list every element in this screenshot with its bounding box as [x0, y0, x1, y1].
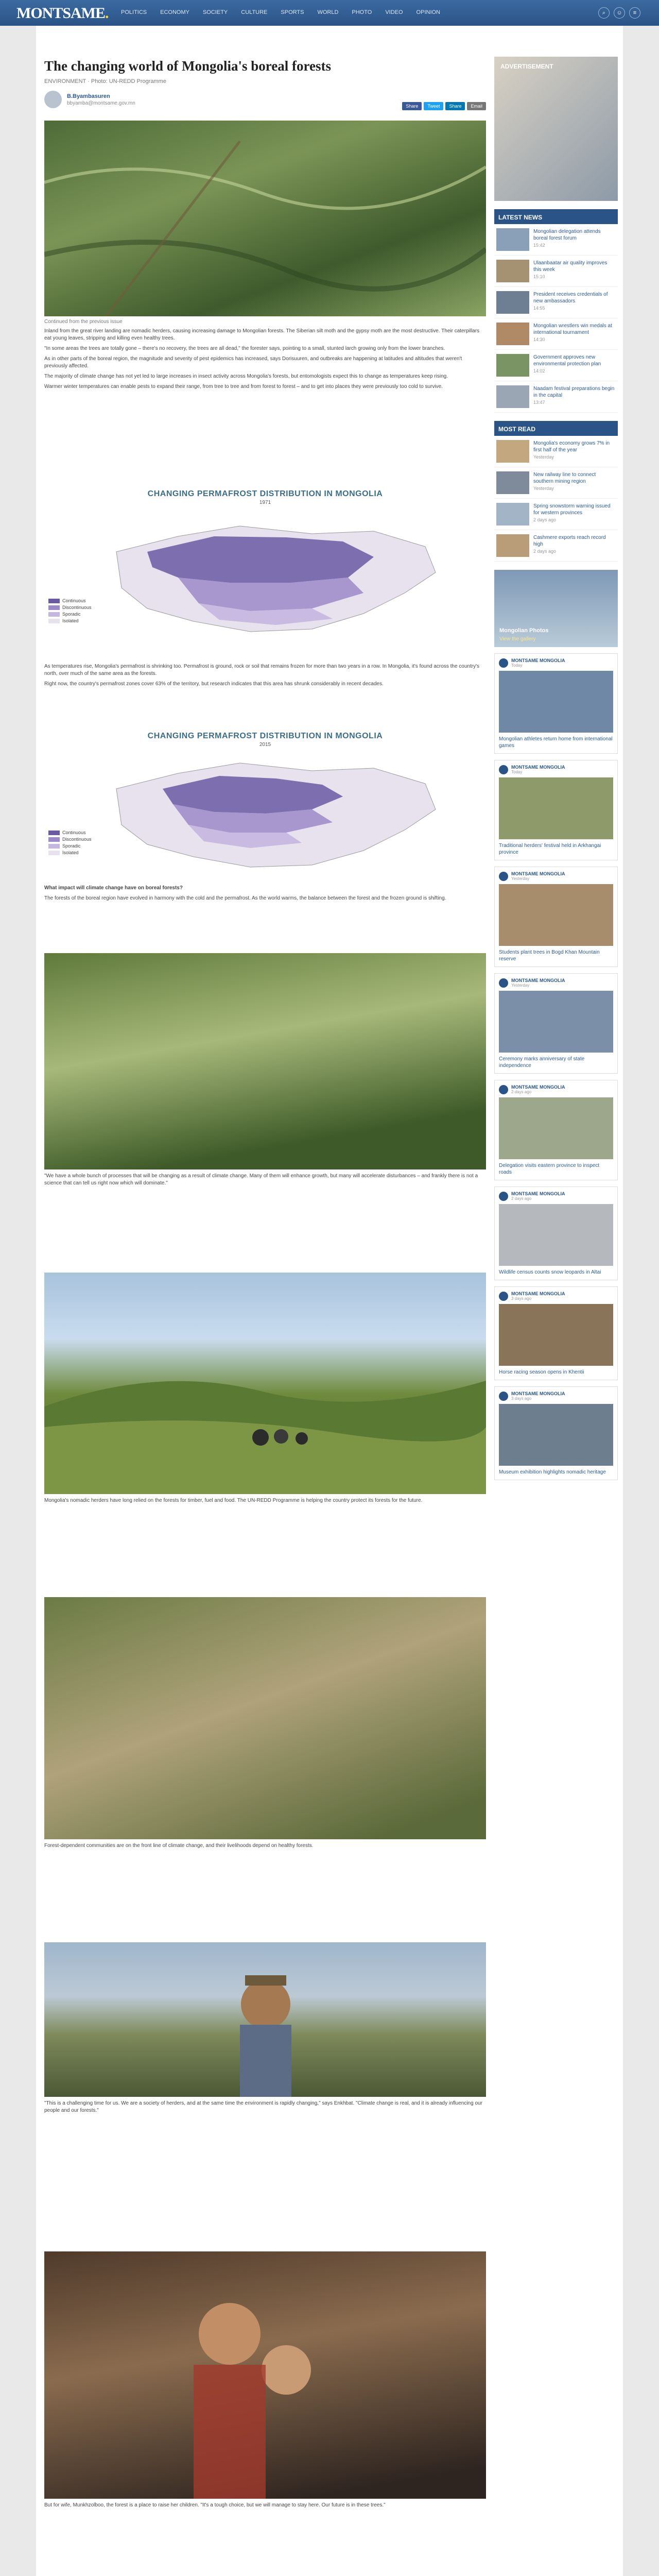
photo-block-4: [44, 1942, 486, 2114]
article-main: [44, 26, 486, 391]
map-legend: [48, 598, 92, 625]
site-logo[interactable]: MONTSAME.: [16, 5, 109, 22]
latest-news-box: LATEST NEWS Mongolian delegation attends boreal forest forum 15:42 Ulaanbaatar air quality improves this week 15:10 President receives credentials of new ambassadors 14:55 Mongolian wrestlers win medals at international tournament 14:30 Government approves new environmental protection plan 14:02 Naadam festival preparations begin in the capital 13:47: [494, 209, 618, 413]
news-card[interactable]: MONTSAME MONGOLIA 2 days ago Wildlife census counts snow leopards in Altai: [494, 1187, 618, 1280]
map-year: 1971: [259, 500, 271, 505]
avatar: [44, 91, 62, 108]
most-read-box: MOST READ Mongolia's economy grows 7% in first half of the year Yesterday New railway line to connect southern mining region Yesterday Spring snowstorm warning issued for western provinces 2 days ago Cashmere exports reach record high 2 days ago: [494, 421, 618, 562]
news-card[interactable]: MONTSAME MONGOLIA Today Traditional herders' festival held in Arkhangai province: [494, 760, 618, 860]
paragraph: Warmer winter temperatures can enable pests to expand their range, from tree to tree and from forest to forest – and to get into places they were previously too cold to survive.: [44, 384, 443, 389]
paragraph: Forest-dependent communities are on the front line of climate change, and their livelihoods depend on healthy forests.: [44, 1843, 314, 1849]
photo-block-1: [44, 953, 486, 1187]
photo-gallery-promo[interactable]: Mongolian Photos View the gallery: [494, 570, 618, 647]
mother-child-image: [44, 2251, 486, 2499]
nav-item[interactable]: WORLD: [317, 9, 339, 15]
nav-item[interactable]: CULTURE: [241, 9, 268, 15]
most-read-item[interactable]: Mongolia's economy grows 7% in first half of the year Yesterday: [494, 436, 618, 467]
linkedin-share-button[interactable]: Share: [445, 102, 465, 110]
photo-block-3: [44, 1597, 486, 1850]
hero-forest-image: [44, 121, 486, 316]
map-legend: [48, 830, 92, 857]
most-read-item[interactable]: New railway line to connect southern mining region Yesterday: [494, 467, 618, 499]
page-container: [36, 26, 623, 2576]
news-card[interactable]: MONTSAME MONGOLIA 2 days ago Delegation visits eastern province to inspect roads: [494, 1080, 618, 1180]
paragraph: But for wife, Munkhzolboo, the forest is a place to raise her children. "It's a tough choice, but we will manage to stay here. Our future is in these trees.": [44, 2502, 386, 2508]
herder-portrait-image: [44, 1942, 486, 2097]
paragraph: "This is a challenging time for us. We are a society of herders, and at the same time the environment is rapidly changing," says Enkhbat. "Climate change is real, and it is already influencing our people and our forests.": [44, 2100, 482, 2113]
news-card[interactable]: MONTSAME MONGOLIA 3 days ago Museum exhibition highlights nomadic heritage: [494, 1386, 618, 1480]
section-question: What impact will climate change have on boreal forests?: [44, 885, 183, 891]
nav-item[interactable]: VIDEO: [385, 9, 403, 15]
map-heading: CHANGING PERMAFROST DISTRIBUTION IN MONGOLIA: [147, 732, 383, 740]
advertisement[interactable]: ADVERTISEMENT: [494, 57, 618, 201]
article-title: The changing world of Mongolia's boreal forests: [44, 58, 332, 74]
legend-item: Discontinuous: [48, 605, 92, 610]
photo-block-5: [44, 2251, 486, 2509]
latest-news-item[interactable]: Mongolian wrestlers win medals at international tournament 14:30: [494, 318, 618, 350]
nav-item[interactable]: PHOTO: [352, 9, 372, 15]
latest-news-item[interactable]: Ulaanbaatar air quality improves this week 15:10: [494, 256, 618, 287]
photo-block-2: [44, 1273, 486, 1504]
news-card[interactable]: MONTSAME MONGOLIA Today Mongolian athletes return home from international games: [494, 653, 618, 754]
forest-tree-image: [44, 953, 486, 1170]
map-heading: CHANGING PERMAFROST DISTRIBUTION IN MONGOLIA: [147, 489, 383, 498]
most-read-item[interactable]: Cashmere exports reach record high 2 days ago: [494, 530, 618, 562]
search-icon[interactable]: ⌕: [598, 7, 610, 19]
paragraph: As in other parts of the boreal region, the magnitude and severity of pest epidemics has increased, says Dorisuuren, and outbreaks are happening at latitudes and altitudes that weren't previously affected.: [44, 356, 462, 369]
legend-item: Isolated: [48, 618, 92, 623]
latest-news-item[interactable]: Government approves new environmental protection plan 14:02: [494, 350, 618, 381]
nav-item[interactable]: SPORTS: [281, 9, 304, 15]
permafrost-map-1971: [44, 489, 486, 688]
news-card[interactable]: MONTSAME MONGOLIA Yesterday Ceremony marks anniversary of state independence: [494, 973, 618, 1074]
mongolia-map: [44, 505, 486, 660]
nav-item[interactable]: SOCIETY: [202, 9, 228, 15]
latest-news-item[interactable]: Naadam festival preparations begin in the capital 13:47: [494, 381, 618, 413]
paragraph: "We have a whole bunch of processes that will be changing as a result of climate change. Many of them will enhance growth, but many will accelerate disturbances – and frankly there is not a science that can tell us right now which will dominate.": [44, 1173, 478, 1186]
menu-icon[interactable]: ≡: [629, 7, 640, 19]
mongolia-map: [44, 748, 486, 882]
author-email: bbyamba@montsame.gov.mn: [67, 100, 135, 106]
twitter-share-button[interactable]: Tweet: [424, 102, 443, 110]
article-byline: ENVIRONMENT · Photo: UN-REDD Programme: [44, 78, 166, 84]
paragraph: The forests of the boreal region have evolved in harmony with the cold and the permafrost. As the world warms, the balance between the forest and the frozen ground is shifting.: [44, 895, 446, 901]
paragraph: Mongolia's nomadic herders have long relied on the forests for timber, fuel and food. The UN-REDD Programme is helping the country protect its forests for the future.: [44, 1498, 423, 1503]
news-card[interactable]: MONTSAME MONGOLIA Yesterday Students plant trees in Bogd Khan Mountain reserve: [494, 867, 618, 967]
legend-item: Sporadic: [48, 612, 92, 617]
main-nav: [121, 9, 440, 15]
latest-news-item[interactable]: Mongolian delegation attends boreal forest forum 15:42: [494, 224, 618, 256]
legend-item: Isolated: [48, 850, 92, 855]
paragraph: The majority of climate change has not yet led to large increases in insect activity across Mongolia's forests, but entomologists expect this to change as temperatures keep rising.: [44, 374, 448, 379]
most-read-item[interactable]: Spring snowstorm warning issued for western provinces 2 days ago: [494, 499, 618, 530]
legend-item: Discontinuous: [48, 837, 92, 842]
news-card[interactable]: MONTSAME MONGOLIA 3 days ago Horse racing season opens in Khentii: [494, 1286, 618, 1380]
header-tools: [598, 7, 640, 19]
nav-item[interactable]: ECONOMY: [160, 9, 189, 15]
legend-item: Continuous: [48, 598, 92, 603]
paragraph: Right now, the country's permafrost zones cover 63% of the territory, but research indicates that this area has shrunk considerably in recent decades.: [44, 681, 384, 687]
paragraph: "In some areas the trees are totally gone – there's no recovery, the trees are all dead," the forester says, pointing to a small, stunted larch growing only from the lower branches.: [44, 346, 445, 351]
user-icon[interactable]: ☺: [614, 7, 625, 19]
permafrost-map-2015: [44, 732, 486, 902]
site-header: [0, 0, 659, 26]
share-bar: [402, 102, 486, 110]
herders-landscape-image: [44, 1273, 486, 1494]
nav-item[interactable]: POLITICS: [121, 9, 147, 15]
paragraph: Inland from the great river landing are nomadic herders, causing increasing damage to Mongolian forests. The Siberian silt moth and the gypsy moth are the most destructive. Their caterpillars eat young leaves, stripping and killing even healthy trees.: [44, 328, 480, 341]
legend-item: Continuous: [48, 830, 92, 835]
author-name[interactable]: B.Byambasuren: [67, 93, 110, 99]
facebook-share-button[interactable]: Share: [402, 102, 422, 110]
email-share-button[interactable]: Email: [467, 102, 486, 110]
nav-item[interactable]: OPINION: [416, 9, 440, 15]
legend-item: Sporadic: [48, 843, 92, 849]
forest-clearing-image: [44, 1597, 486, 1839]
image-caption: Continued from the previous issue: [44, 319, 123, 325]
latest-news-item[interactable]: President receives credentials of new ambassadors 14:55: [494, 287, 618, 318]
map-year: 2015: [259, 742, 271, 748]
sidebar: [494, 26, 618, 1480]
paragraph: As temperatures rise, Mongolia's permafrost is shrinking too. Permafrost is ground, rock or soil that remains frozen for more than two years in a row. In Mongolia, it's found across the country's north, over much of the same area as the forests.: [44, 664, 479, 676]
